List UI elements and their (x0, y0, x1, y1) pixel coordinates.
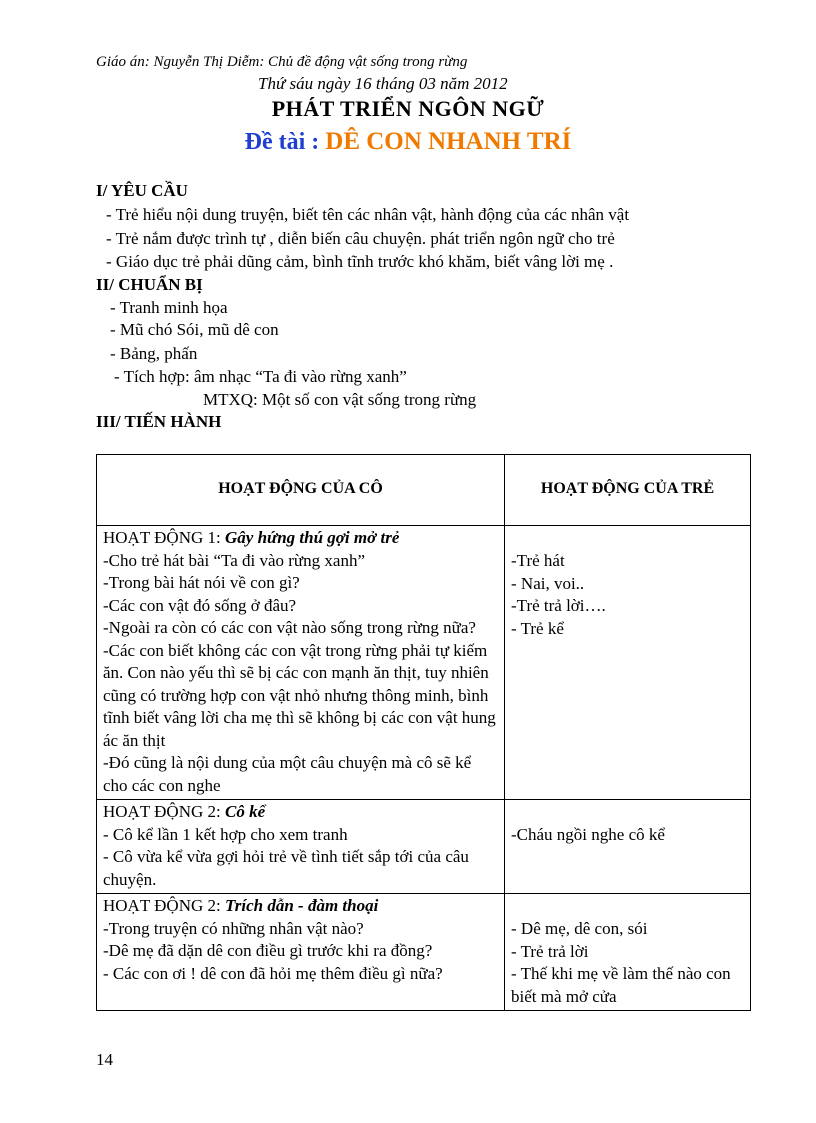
child-activity-2 (505, 800, 751, 894)
table-row (97, 894, 751, 1011)
teacher-line: -Đó cũng là nội dung của một câu chuyện mà cô sẽ kể cho các con nghe (103, 753, 472, 795)
topic-heading (0, 128, 816, 156)
child-line: -Trẻ trả lời…. (511, 596, 606, 615)
preparation-item: - Mũ chó Sói, mũ dê con (110, 320, 279, 339)
subject-title: PHÁT TRIỂN NGÔN NGỮ (271, 96, 545, 121)
child-activity-1 (505, 526, 751, 800)
lesson-date: Thứ sáu ngày 16 tháng 03 năm 2012 (258, 74, 508, 93)
child-line: - Trẻ kể (511, 618, 564, 638)
teacher-line: -Trong truyện có những nhân vật nào? (103, 918, 364, 938)
topic-title: DÊ CON NHANH TRÍ (325, 128, 572, 155)
activity-label: HOẠT ĐỘNG 1: (103, 528, 221, 547)
table-header-row (97, 455, 751, 526)
topic-label: Đề tài : (244, 129, 320, 155)
activity-title: Trích dẫn - đàm thoại (225, 896, 379, 915)
child-line: -Cháu ngồi nghe cô kể (511, 825, 665, 844)
teacher-line: -Các con biết không các con vật trong rừng phải tự kiếm ăn. Con nào yếu thì sẽ bị các con mạnh ăn thịt, tuy nhiên cũng có trường hợp con vật nhỏ nhưng thông minh, bình tĩnh biết vâng lời cha mẹ thì sẽ không bị các con vật hung ác ăn thịt (103, 640, 496, 750)
teacher-activity-1 (97, 526, 505, 800)
activity-title: Cô kể (225, 802, 266, 821)
preparation-item: - Tranh minh họa (110, 298, 228, 317)
child-line: - Nai, voi.. (511, 573, 585, 593)
requirement-item: - Giáo dục trẻ phải dũng cảm, bình tĩnh trước khó khăm, biết vâng lời mẹ . (106, 252, 614, 271)
activity-label: HOẠT ĐỘNG 2: (103, 896, 221, 915)
header-teacher: HOẠT ĐỘNG CỦA CÔ (97, 455, 505, 526)
activity-label: HOẠT ĐỘNG 2: (103, 802, 221, 821)
activity-heading (103, 895, 498, 918)
section-procedure-title: III/ TIẾN HÀNH (96, 412, 222, 431)
header-note: Giáo án: Nguyễn Thị Diễm: Chủ đề động vật sống trong rừng (96, 54, 468, 70)
table-row (97, 800, 751, 894)
requirement-item: - Trẻ hiểu nội dung truyện, biết tên các nhân vật, hành động của các nhân vật (106, 205, 630, 224)
requirement-item: - Trẻ nắm được trình tự , diễn biến câu chuyện. phát triển ngôn ngữ cho trẻ (106, 229, 615, 248)
child-activity-3 (505, 894, 751, 1011)
activity-heading (103, 527, 498, 550)
teacher-line: -Ngoài ra còn có các con vật nào sống trong rừng nữa? (103, 618, 476, 637)
child-line: - Dê mẹ, dê con, sói (511, 919, 648, 938)
teacher-activity-2 (97, 800, 505, 894)
teacher-line: - Các con ơi ! dê con đã hỏi mẹ thêm điều gì nữa? (103, 963, 443, 983)
child-line: -Trẻ hát (511, 551, 565, 570)
teacher-activity-3 (97, 894, 505, 1011)
teacher-line: - Cô kể lần 1 kết hợp cho xem tranh (103, 824, 348, 844)
activity-table (96, 454, 751, 1011)
teacher-line: -Trong bài hát nói về con gì? (103, 573, 300, 592)
activity-title: Gây hứng thú gợi mở trẻ (225, 528, 400, 547)
table-row (97, 526, 751, 800)
preparation-item: - Tích hợp: âm nhạc “Ta đi vào rừng xanh” (114, 367, 407, 386)
teacher-line: -Dê mẹ đã dặn dê con điều gì trước khi ra đồng? (103, 941, 433, 960)
preparation-item: MTXQ: Một số con vật sống trong rừng (203, 390, 477, 409)
teacher-line: -Cho trẻ hát bài “Ta đi vào rừng xanh” (103, 550, 365, 570)
page-number: 14 (96, 1050, 113, 1069)
activity-heading (103, 801, 498, 824)
child-line: - Trẻ trả lời (511, 941, 589, 961)
child-line: - Thế khi mẹ về làm thế nào con biết mà mở cửa (511, 964, 731, 1006)
preparation-item: - Bảng, phấn (110, 344, 198, 363)
teacher-line: -Các con vật đó sống ở đâu? (103, 595, 297, 615)
section-preparation-title: II/ CHUẨN BỊ (96, 275, 203, 294)
section-requirements-title: I/ YÊU CẦU (96, 181, 188, 200)
teacher-line: - Cô vừa kể vừa gợi hỏi trẻ về tình tiết sắp tới của câu chuyện. (103, 847, 469, 889)
header-child: HOẠT ĐỘNG CỦA TRẺ (505, 455, 751, 526)
